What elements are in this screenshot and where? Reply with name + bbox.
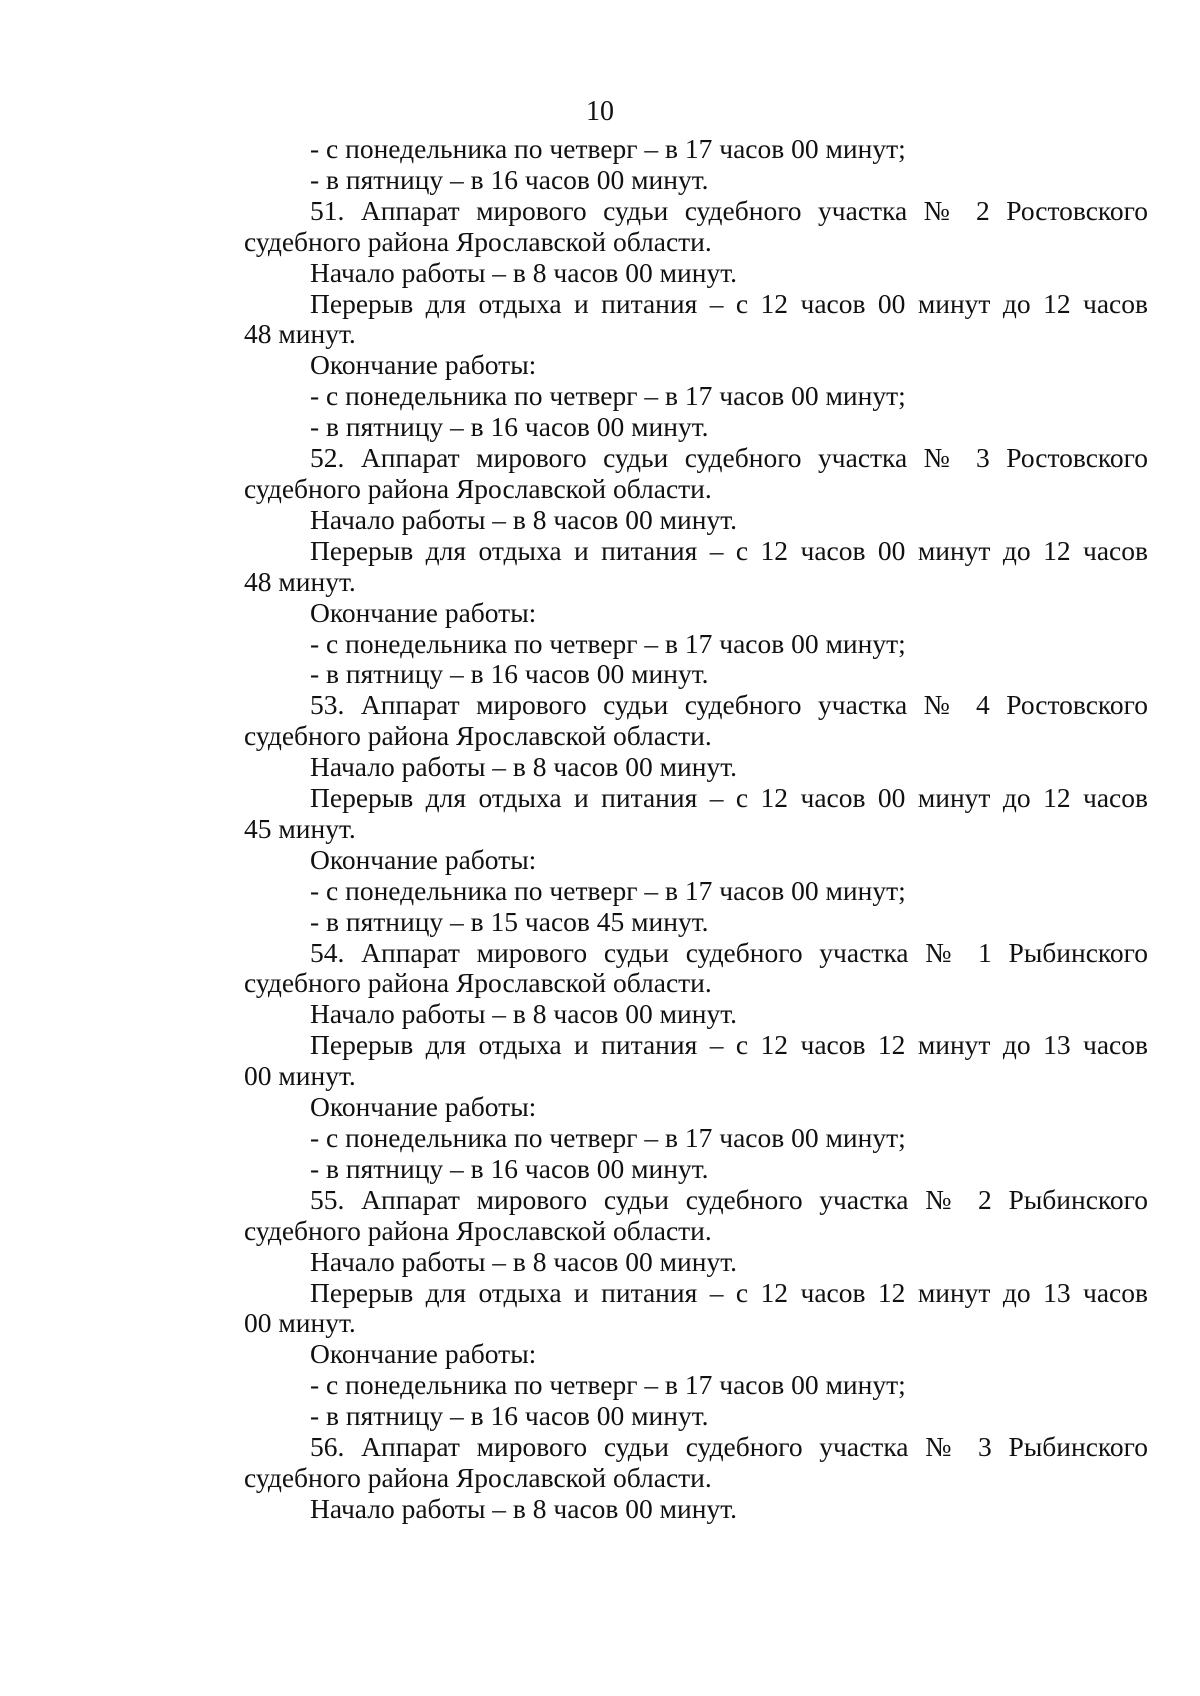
text-line: судебного района Ярославской области. [244,472,712,504]
text-line: Начало работы – в 8 часов 00 минут. [310,998,738,1030]
text-line: 56. Аппарат мирового судьи судебного участка № 3 Рыбинского [310,1431,1148,1463]
text-line: - с понедельника по четверг – в 17 часов 00 минут; [310,380,906,412]
text-line: Перерыв для отдыха и питания – с 12 часов 00 минут до 12 часов [310,782,1148,814]
text-line: 48 минут. [244,318,356,350]
text-line: 00 минут. [244,1307,356,1339]
text-line: 55. Аппарат мирового судьи судебного участка № 2 Рыбинского [310,1183,1148,1215]
text-line: 54. Аппарат мирового судьи судебного участка № 1 Рыбинского [310,936,1148,968]
text-line: - в пятницу – в 16 часов 00 минут. [310,1400,709,1432]
text-line: 51. Аппарат мирового судьи судебного участка № 2 Ростовского [310,194,1148,226]
text-line: Начало работы – в 8 часов 00 минут. [310,256,738,288]
text-line: - с понедельника по четверг – в 17 часов 00 минут; [310,133,906,164]
text-line: - в пятницу – в 16 часов 00 минут. [310,411,709,443]
text-line: - в пятницу – в 16 часов 00 минут. [310,163,709,195]
text-line: судебного района Ярославской области. [244,720,712,752]
text-line: судебного района Ярославской области. [244,1461,712,1493]
text-line: - с понедельника по четверг – в 17 часов 00 минут; [310,627,906,659]
text-line: - с понедельника по четверг – в 17 часов 00 минут; [310,1122,906,1153]
text-line: 52. Аппарат мирового судьи судебного участка № 3 Ростовского [310,442,1148,474]
text-line: Окончание работы: [310,1338,537,1370]
text-line: Перерыв для отдыха и питания – с 12 часов 12 минут до 13 часов [310,1276,1148,1308]
text-line: Начало работы – в 8 часов 00 минут. [310,1492,738,1524]
text-line: 53. Аппарат мирового судьи судебного участка № 4 Ростовского [310,689,1148,721]
text-line: Окончание работы: [310,596,537,628]
text-line: 48 минут. [244,565,356,597]
text-line: - с понедельника по четверг – в 17 часов 00 минут; [310,1369,906,1401]
text-line: Перерыв для отдыха и питания – с 12 часов 00 минут до 12 часов [310,287,1148,319]
text-line: 45 минут. [244,812,356,844]
text-line: - в пятницу – в 16 часов 00 минут. [310,1152,709,1184]
text-line: 00 минут. [244,1060,356,1092]
text-line: - в пятницу – в 16 часов 00 минут. [310,658,709,690]
text-line: Окончание работы: [310,1091,537,1123]
text-line: - с понедельника по четверг – в 17 часов 00 минут; [310,874,906,906]
text-line: Начало работы – в 8 часов 00 минут. [310,751,738,783]
page-number: 10 [586,96,614,127]
document-body [244,134,1148,1525]
text-line: Окончание работы: [310,843,537,875]
text-line: Перерыв для отдыха и питания – с 12 часов 00 минут до 12 часов [310,534,1148,566]
text-line: Начало работы – в 8 часов 00 минут. [310,503,738,535]
text-line: Окончание работы: [310,349,537,381]
text-line: судебного района Ярославской области. [244,1214,712,1246]
text-line: Перерыв для отдыха и питания – с 12 часов 12 минут до 13 часов [310,1029,1148,1061]
text-line: судебного района Ярославской области. [244,225,712,257]
text-line: судебного района Ярославской области. [244,967,712,999]
text-line: Начало работы – в 8 часов 00 минут. [310,1245,738,1277]
text-line: - в пятницу – в 15 часов 45 минут. [310,905,709,937]
